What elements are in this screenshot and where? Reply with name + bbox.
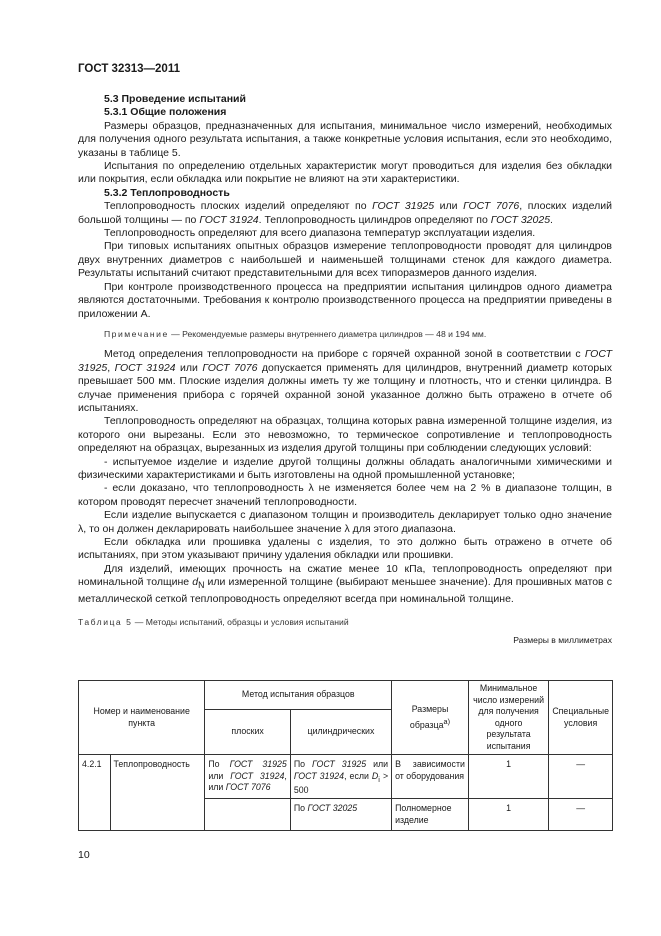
page-number: 10: [78, 849, 90, 861]
header-special: Специальные условия: [549, 681, 613, 755]
cell-cyl-method: По ГОСТ 31925 или ГОСТ 31924, если $D_i > 500$: [290, 755, 391, 799]
cell-flat-method: По ГОСТ 31925 или ГОСТ 31924, или ГОСТ 7076: [205, 755, 290, 799]
paragraph: Метод определения теплопроводности на приборе с горячей охранной зоной в соответствии с ГОСТ 31925, ГОСТ 31924 или ГОСТ 7076 допускается применять для цилиндров, внутренний диаметр которых превышает 500 мм. Плоские изделия должны иметь ту же толщину и плотность, что и стенки цилиндра. В случае применения прибора с горячей охранной зоной указанное должно быть отражено в отчете об испытаниях.: [78, 348, 612, 414]
subsection-title-conductivity: 5.3.2 Теплопроводность: [104, 186, 230, 199]
list-item: - если доказано, что теплопроводность λ не изменяется более чем на 2 % в диапазоне толщин, в котором проводят пересчет значений теплопроводности.: [78, 482, 612, 508]
standard-reference: ГОСТ 7076: [463, 200, 520, 213]
header-item: Номер и наименование пункта: [79, 681, 205, 755]
paragraph: При типовых испытаниях опытных образцов измерение теплопроводности проводят для цилиндров двух внутренних диаметров с наибольшей и наименьшей толщинами стенок для каждого диаметра. Результаты испытаний считают представительными для всех типоразмеров данного изделия.: [78, 240, 612, 280]
table-caption: Таблица 5 — Методы испытаний, образцы и условия испытаний: [78, 617, 349, 628]
methods-table: [78, 680, 613, 831]
body-text: [78, 93, 612, 647]
paragraph: При контроле производственного процесса на предприятии испытания цилиндров одного диаметра являются достаточными. Требования к контролю производственного процесса на предприятии приведены в приложении А.: [78, 280, 612, 320]
cell-special: —: [549, 755, 613, 799]
cell-min: 1: [468, 755, 548, 799]
cell-flat-method-empty: [205, 799, 290, 831]
note-label: Примечание: [104, 328, 169, 339]
standard-reference: ГОСТ 31924: [114, 361, 176, 374]
cell-size: В зависимости от оборудования: [392, 755, 469, 799]
cell-name: Теплопроводность: [110, 755, 205, 831]
table-header-row: [79, 681, 613, 710]
cell-cyl-method: По ГОСТ 32025: [290, 799, 391, 831]
standard-reference: ГОСТ 32025: [490, 213, 551, 226]
table-row: [79, 755, 613, 799]
header-min: Минимальное число измерений для получения одного результата испытания: [468, 681, 548, 755]
subsection-title-general: 5.3.1 Общие положения: [104, 106, 227, 119]
table-caption-label: Таблица 5: [78, 617, 133, 628]
table-units: Размеры в миллиметрах: [513, 634, 612, 645]
header-size: Размеры образца$^{а)}$: [392, 681, 469, 755]
paragraph: Испытания по определению отдельных характеристик могут проводиться для изделия без обкладки или покрытия, если обкладка или покрытие не влияют на эти характеристики.: [78, 160, 612, 186]
standard-reference: ГОСТ 31924: [199, 213, 259, 226]
header-flat: плоских: [205, 710, 290, 755]
standard-header: ГОСТ 32313—2011: [78, 63, 180, 75]
cell-special: —: [549, 799, 613, 831]
paragraph: Теплопроводность плоских изделий определяют по ГОСТ 31925 или ГОСТ 7076, плоских изделий большой толщины — по ГОСТ 31924. Теплопроводность цилиндров определяют по ГОСТ 32025.: [78, 200, 612, 226]
paragraph: Размеры образцов, предназначенных для испытания, минимальное число измерений, необходимых для получения одного результата испытания, а также конкретные условия испытания, если это необходимо, указаны в таблице 5.: [78, 119, 612, 159]
standard-reference: ГОСТ 31925: [372, 200, 435, 213]
paragraph: Теплопроводность определяют для всего диапазона температур эксплуатации изделия.: [104, 227, 536, 240]
cell-number: 4.2.1: [79, 755, 111, 831]
paragraph: Теплопроводность определяют на образцах, толщина которых равна измеренной толщине изделия, из которого они вырезаны. Если это невозможно, то термическое сопротивление и теплопроводность определяют на образцах, вырезанных из изделия другой толщины при соблюдении следующих условий:: [78, 415, 612, 455]
section-title: 5.3 Проведение испытаний: [104, 93, 246, 105]
cell-min: 1: [468, 799, 548, 831]
standard-reference: ГОСТ 31925: [78, 348, 612, 374]
standard-reference: ГОСТ 7076: [202, 361, 258, 374]
note: Примечание — Рекомендуемые размеры внутреннего диаметра цилиндров — 48 и 194 мм.: [104, 328, 487, 339]
paragraph: Если изделие выпускается с диапазоном толщин и производитель декларирует только одно значение λ, то он должен декларировать наибольшее значение λ для этого диапазона.: [78, 509, 612, 535]
list-item: - испытуемое изделие и изделие другой толщины должны обладать аналогичными химическими и физическими характеристиками и быть изготовлены на одной промышленной установке;: [78, 455, 612, 481]
header-cyl: цилиндрических: [290, 710, 391, 755]
paragraph: Если обкладка или прошивка удалены с изделия, то это должно быть отражено в отчете об испытаниях, при этом указывают причину удаления обкладки или прошивки.: [78, 536, 612, 562]
cell-size: Полномерное изделие: [392, 799, 469, 831]
paragraph: Для изделий, имеющих прочность на сжатие менее 10 кПа, теплопроводность определяют при номинальной толщине $d_N$ или измеренной толщине (выбирают меньшее значение). Для прошивных матов с металлической сеткой теплопроводность определяют всегда при номинальной толщине.: [78, 562, 612, 605]
header-method: Метод испытания образцов: [205, 681, 392, 710]
